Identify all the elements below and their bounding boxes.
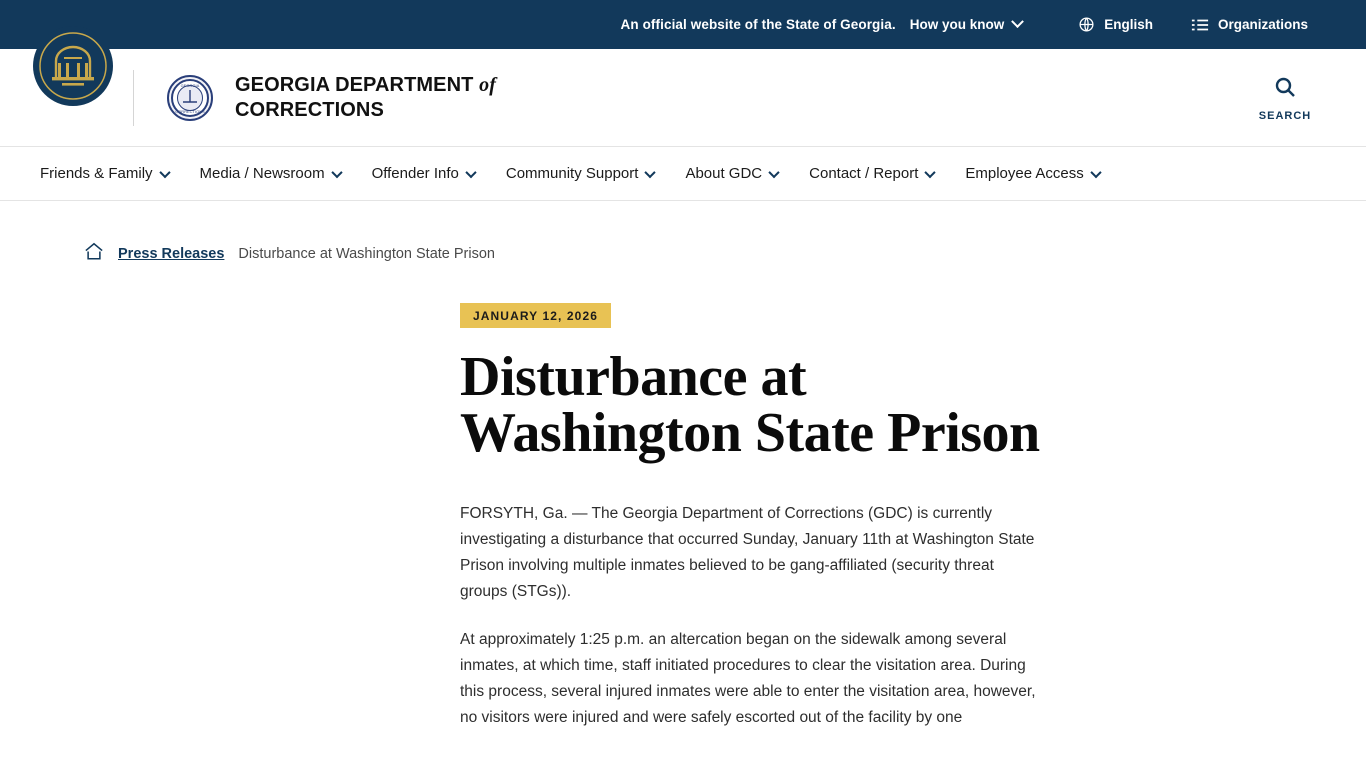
svg-text:GEORGIA: GEORGIA bbox=[180, 82, 200, 88]
chevron-down-icon bbox=[768, 166, 779, 177]
brand-line-2: CORRECTIONS bbox=[235, 98, 384, 121]
chevron-down-icon bbox=[465, 166, 476, 177]
brand-divider bbox=[133, 70, 134, 126]
svg-text:CORRECTIONS: CORRECTIONS bbox=[175, 108, 205, 114]
organizations-label: Organizations bbox=[1217, 17, 1308, 32]
how-you-know-toggle[interactable] bbox=[910, 17, 1023, 32]
breadcrumb-current-page: Disturbance at Washington State Prison bbox=[238, 245, 495, 262]
list-icon bbox=[1191, 18, 1209, 32]
state-seal-icon[interactable] bbox=[33, 26, 113, 106]
chevron-down-icon bbox=[925, 166, 936, 177]
language-label: English bbox=[1104, 17, 1153, 32]
brand-block[interactable] bbox=[133, 70, 496, 126]
brand-of-word: of bbox=[479, 74, 497, 97]
nav-item-about-gdc[interactable] bbox=[685, 165, 778, 182]
how-you-know-label: How you know bbox=[909, 17, 1005, 32]
nav-item-offender-info[interactable] bbox=[372, 165, 475, 182]
article bbox=[460, 265, 1040, 731]
official-gov-bar bbox=[0, 0, 1366, 49]
language-selector[interactable] bbox=[1078, 16, 1153, 33]
search-icon bbox=[1273, 86, 1297, 103]
nav-item-friends-family[interactable] bbox=[40, 165, 169, 182]
brand-line-1: GEORGIA DEPARTMENT bbox=[235, 74, 474, 97]
nav-label: Employee Access bbox=[965, 165, 1084, 182]
nav-item-media-newsroom[interactable] bbox=[200, 165, 341, 182]
nav-item-community-support[interactable] bbox=[506, 165, 655, 182]
search-button[interactable] bbox=[1250, 75, 1320, 122]
nav-label: Media / Newsroom bbox=[199, 165, 325, 182]
chevron-down-icon bbox=[1090, 166, 1101, 177]
nav-label: About GDC bbox=[685, 165, 763, 182]
brand-title bbox=[235, 73, 496, 122]
nav-label: Offender Info bbox=[371, 165, 459, 182]
article-paragraph: FORSYTH, Ga. — The Georgia Department of Corrections (GDC) is currently investigating a disturbance that occurred Sunday, January 11th at Washington State Prison involving multiple inmates believed to be gang-affiliated (security threat groups (STGs)). bbox=[460, 505, 1035, 601]
page-title: Disturbance at Washington State Prison bbox=[460, 346, 1040, 464]
breadcrumb-link-press-releases[interactable]: Press Releases bbox=[118, 245, 225, 262]
search-label: SEARCH bbox=[1258, 110, 1312, 122]
chevron-down-icon bbox=[1011, 15, 1024, 28]
chevron-down-icon bbox=[645, 166, 656, 177]
site-header bbox=[0, 49, 1366, 147]
chevron-down-icon bbox=[159, 166, 170, 177]
organizations-link[interactable] bbox=[1191, 17, 1308, 32]
gov-bar-right bbox=[1078, 16, 1308, 33]
nav-label: Friends & Family bbox=[40, 165, 153, 182]
home-icon[interactable] bbox=[84, 242, 104, 265]
nav-item-contact-report[interactable] bbox=[809, 165, 934, 182]
nav-label: Contact / Report bbox=[809, 165, 919, 182]
publish-date-badge: JANUARY 12, 2026 bbox=[460, 303, 611, 328]
breadcrumb bbox=[0, 201, 1366, 265]
article-paragraph: At approximately 1:25 p.m. an altercation began on the sidewalk among several inmates, at which time, staff initiated procedures to clear the visitation area. During this process, several injured inmates were able to enter the visitation area, however, no visitors were injured and were safely escorted out of the facility by one bbox=[460, 631, 1036, 727]
globe-icon bbox=[1078, 16, 1095, 33]
official-website-text: An official website of the State of Georgia. bbox=[620, 17, 896, 32]
nav-label: Community Support bbox=[505, 165, 639, 182]
nav-item-employee-access[interactable] bbox=[965, 165, 1099, 182]
chevron-down-icon bbox=[331, 166, 342, 177]
agency-seal-icon bbox=[167, 75, 213, 121]
main-navigation bbox=[0, 147, 1366, 201]
article-body bbox=[460, 501, 1040, 731]
